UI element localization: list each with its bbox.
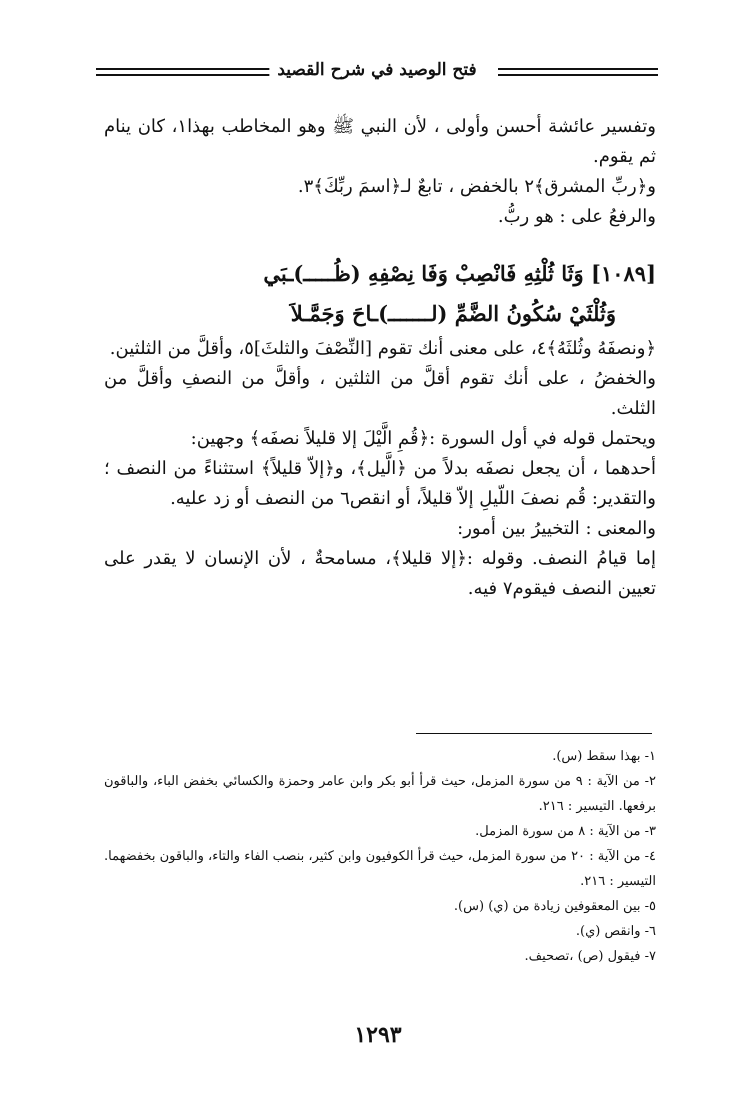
- footnote-separator: [416, 733, 652, 734]
- header-rule: [498, 74, 658, 76]
- paragraph: ويحتمل قوله في أول السورة :﴿قُمِ الَّيْلَ إلا قليلاً نصفَه﴾ وجهين:: [190, 428, 656, 449]
- paragraph: أحدهما ، أن يجعل نصفَه بدلاً من ﴿الَّيل﴾، و﴿إلاّ قليلاً﴾ استثناءً من النصف ؛ والتقدير: قُم نصفَ اللّيلِ إلاّ قليلاً، أو انقص٦ من النصف أو زد عليه.: [104, 458, 656, 509]
- paragraph: وتفسير عائشة أحسن وأولى ، لأن النبي ﷺ وهو المخاطب بهذا١، كان ينام ثم يقوم.: [104, 116, 656, 167]
- footnote: ٤- من الآية : ٢٠ من سورة المزمل، حيث قرأ الكوفيون وابن كثير، بنصب الفاء والتاء، والباقون بخفضهما. التيسير : ٢١٦.: [104, 849, 656, 889]
- footnote: ٣- من الآية : ٨ من سورة المزمل.: [475, 824, 656, 839]
- paragraph: ﴿ونصفَهُ وثُلثَهُ﴾٤، على معنى أنك تقوم [النِّصْفَ والثلثَ]٥، وأقلَّ من الثلثين.: [109, 338, 656, 359]
- paragraph: والرفعُ على : هو ربُّ.: [497, 206, 656, 227]
- verse-line: وَثُلْثَيْ سُكُونُ الضَّمِّ (لـــــــ)ـاحَ وَجَمَّـلاَ: [290, 301, 616, 326]
- footnote: ٥- بين المعقوفين زيادة من (ي) (س).: [453, 899, 656, 914]
- footnote: ٢- من الآية : ٩ من سورة المزمل، حيث قرأ أبو بكر وابن عامر وحمزة والكسائي بخفض الباء، والباقون برفعها. التيسير : ٢١٦.: [104, 774, 656, 814]
- header-rule: [96, 74, 292, 76]
- page-number: ١٢٩٣: [354, 1022, 402, 1048]
- footnote: ٧- فيقول (ص) ،تصحيف.: [524, 949, 656, 964]
- paragraph: إما قيامُ النصف. وقوله :﴿إلا قليلا﴾، مسامحةٌ ، لأن الإنسان لا يقدر على تعيين النصف فيقوم٧ فيه.: [104, 548, 656, 599]
- header-rule: [498, 68, 658, 70]
- footnote: ١- بهذا سقط (س).: [552, 749, 656, 764]
- footnote: ٦- وانقص (ي).: [575, 924, 656, 939]
- running-header: [96, 58, 658, 88]
- paragraph: و﴿ربِّ المشرق﴾٢ بالخفض ، تابعٌ لـ﴿اسمَ ربِّكَ﴾٣.: [297, 176, 656, 197]
- main-text: [104, 112, 656, 604]
- header-rule: [96, 68, 292, 70]
- header-title: فتح الوصيد في شرح القصيد: [269, 60, 484, 80]
- paragraph: والخفضُ ، على أنك تقوم أقلَّ من الثلثين ، وأقلَّ من النصفِ وأقلَّ من الثلث.: [104, 368, 657, 419]
- paragraph: والمعنى : التخييرُ بين أمور:: [457, 518, 656, 539]
- footnotes: [104, 744, 656, 969]
- verse-line: [١٠٨٩] وَثَا ثُلْثِهِ فَانْصِبْ وَفَا نِصْفِهِ (ظُـــــ)ـبَي: [263, 261, 656, 286]
